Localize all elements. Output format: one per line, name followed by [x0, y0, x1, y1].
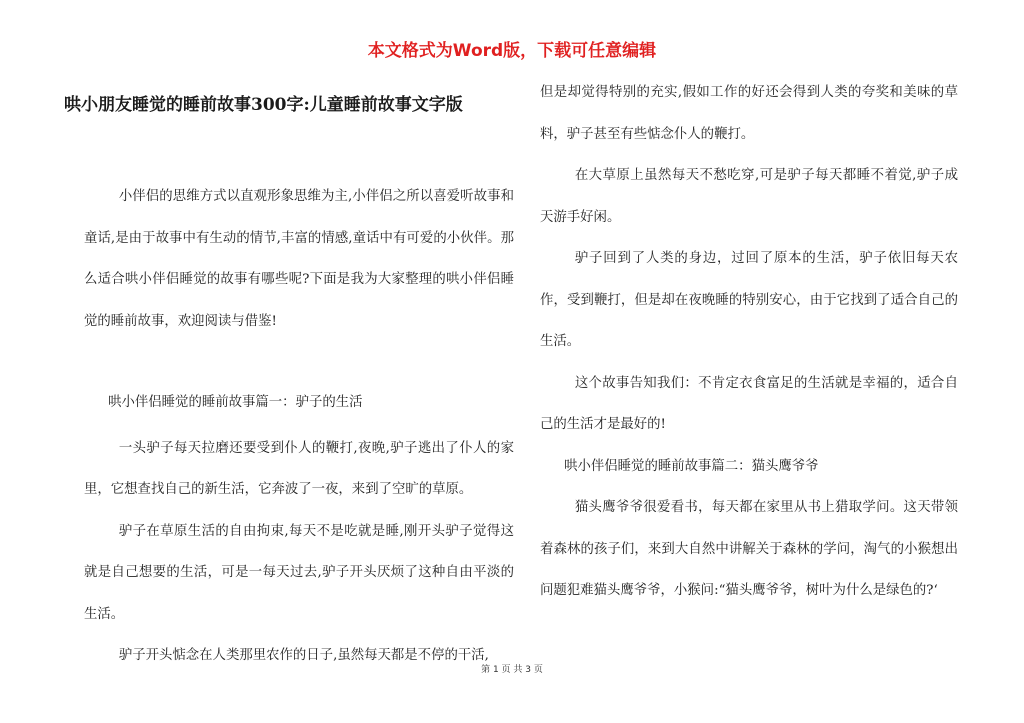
- paragraph: 在大草原上虽然每天不愁吃穿,可是驴子每天都睡不着觉,驴子成天游手好闲。: [540, 168, 958, 225]
- paragraph-continued: 但是却觉得特别的充实,假如工作的好还会得到人类的夸奖和美味的草料，驴子甚至有些惦念仆人的鞭打。: [540, 85, 958, 142]
- paragraph: 驴子回到了人类的身边，过回了原本的生活，驴子依旧每天农作，受到鞭打，但是却在夜晚睡的特别安心，由于它找到了适合自己的生活。: [540, 251, 958, 349]
- right-column: [540, 72, 958, 612]
- paragraph: 这个故事告知我们：不肯定衣食富足的生活就是幸福的，适合自己的生活才是最好的!: [540, 375, 958, 432]
- paragraph: 猫头鹰爷爷很爱看书，每天都在家里从书上猎取学问。这天带领着森林的孩子们，来到大自然中讲解关于森林的学问，淘气的小猴想出问题犯难猫头鹰爷爷，小猴问:“猫头鹰爷爷，树叶为什么是绿色的?‘: [540, 500, 958, 598]
- page-number-footer: 第 1 页 共 3 页: [481, 665, 543, 675]
- word-format-banner: 本文格式为Word版，下载可任意编辑: [367, 41, 657, 61]
- paragraph: 一头驴子每天拉磨还要受到仆人的鞭打,夜晚,驴子逃出了仆人的家里，它想查找自己的新生活，它奔波了一夜，来到了空旷的草原。: [84, 440, 514, 497]
- story-heading-2: 哄小伴侣睡觉的睡前故事篇二：猫头鹰爷爷: [564, 458, 819, 474]
- paragraph: 驴子在草原生活的自由拘束,每天不是吃就是睡,刚开头驴子觉得这就是自己想要的生活，可是一每天过去,驴子开头厌烦了这种自由平淡的生活。: [84, 523, 514, 622]
- story-heading-1: 哄小伴侣睡觉的睡前故事篇一：驴子的生活: [108, 395, 363, 410]
- intro-paragraph: 小伴侣的思维方式以直观形象思维为主,小伴侣之所以喜爱听故事和童话,是由于故事中有生动的情节,丰富的情感,童话中有可爱的小伙伴。那么适合哄小伴侣睡觉的故事有哪些呢?下面是我为大家整理的哄小伴侣睡觉的睡前故事，欢迎阅读与借鉴!: [84, 189, 514, 329]
- paragraph: 驴子开头惦念在人类那里农作的日子,虽然每天都是不停的干活,: [118, 648, 489, 663]
- document-title: 哄小朋友睡觉的睡前故事300字:儿童睡前故事文字版: [64, 95, 463, 115]
- left-column: [84, 176, 514, 677]
